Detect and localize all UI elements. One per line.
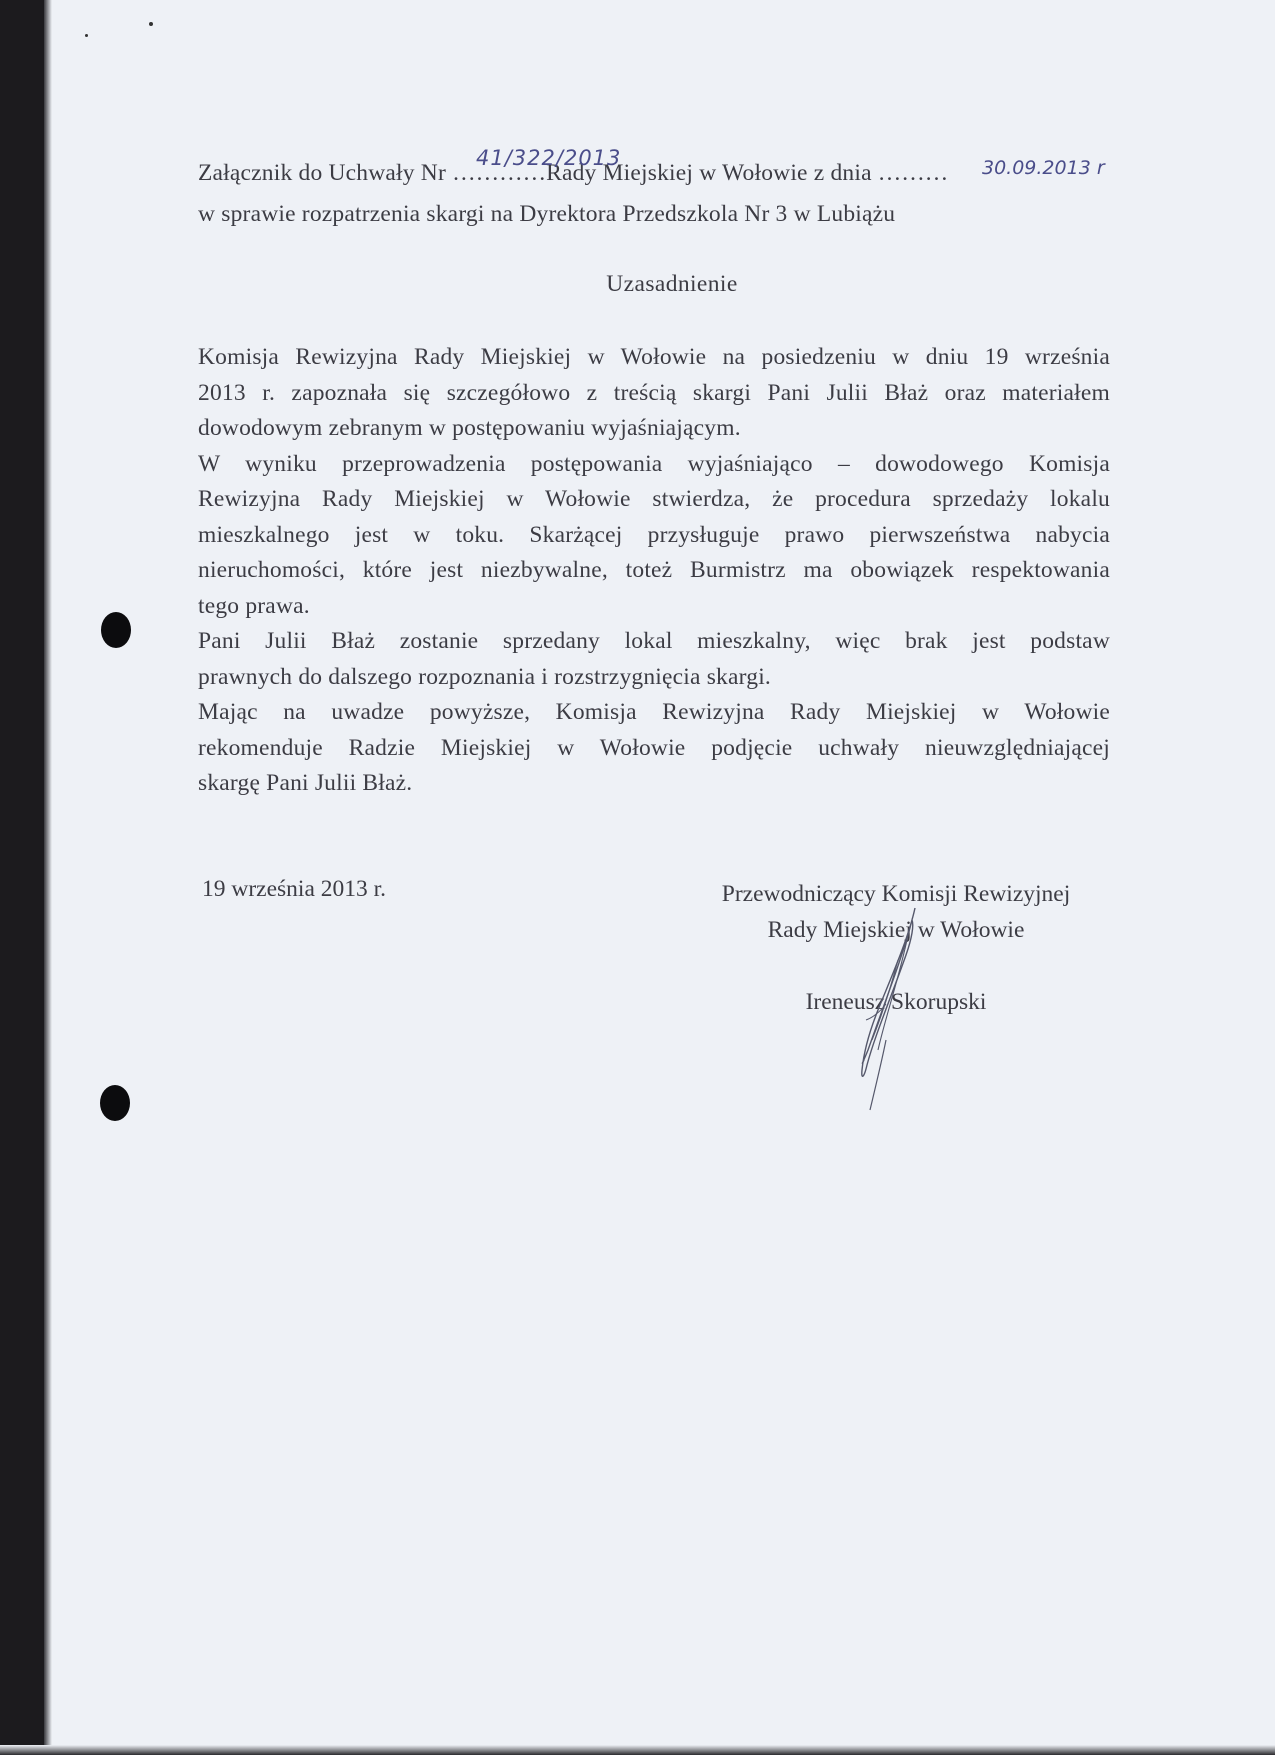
scan-speck	[149, 22, 153, 26]
handwritten-resolution-number: 41/322/2013	[476, 146, 622, 170]
body-line: skargę Pani Julii Błaż.	[198, 770, 413, 796]
document-title: Uzasadnienie	[606, 271, 738, 297]
body-line: Mając na uwadze powyższe, Komisja Rewizyjna Rady Miejskiej w Wołowie	[198, 699, 1110, 725]
scan-speck	[85, 34, 88, 37]
body-line: rekomenduje Radzie Miejskiej w Wołowie podjęcie uchwały nieuwzględniającej	[198, 734, 1110, 761]
handwritten-resolution-date: 30.09.2013 r	[982, 157, 1105, 179]
signer-name: Ireneusz Skorupski	[805, 989, 987, 1015]
body-line: dowodowym zebranym w postępowaniu wyjaśniającym.	[198, 415, 741, 441]
justification-body	[198, 340, 1110, 802]
scan-bottom-edge	[0, 1745, 1275, 1755]
body-line: Komisja Rewizyjna Rady Miejskiej w Wołowie na posiedzeniu w dniu 19 września	[198, 344, 1110, 370]
body-line: mieszkalnego jest w toku. Skarżącej przysługuje prawo pierwszeństwa nabycia	[198, 521, 1110, 548]
attachment-prefix: Załącznik do Uchwały Nr	[198, 160, 453, 186]
punch-hole-top	[101, 612, 131, 648]
body-line: nieruchomości, które jest niezbywalne, toteż Burmistrz ma obowiązek respektowania	[198, 557, 1110, 583]
handwritten-signature-image	[820, 900, 930, 1115]
signer-title-line-2: Rady Miejskiej w Wołowie	[767, 917, 1025, 943]
resolution-date-dots: ………	[877, 160, 949, 186]
attachment-middle: Rady Miejskiej w Wołowie z dnia	[546, 160, 878, 186]
body-line: prawnych do dalszego rozpoznania i rozstrzygnięcia skargi.	[198, 663, 771, 690]
scan-edge-shadow	[44, 0, 52, 1755]
signer-title-line-1: Przewodniczący Komisji Rewizyjnej	[721, 881, 1071, 907]
body-line: 2013 r. zapoznała się szczegółowo z treścią skargi Pani Julii Błaż oraz materiałem	[198, 379, 1110, 406]
body-line: Rewizyjna Rady Miejskiej w Wołowie stwierdza, że procedura sprzedaży lokalu	[198, 486, 1110, 512]
body-line: tego prawa.	[198, 592, 310, 619]
body-line: W wyniku przeprowadzenia postępowania wyjaśniająco – dowodowego Komisja	[198, 450, 1110, 477]
subject-line: w sprawie rozpatrzenia skargi na Dyrektora Przedszkola Nr 3 w Lubiążu	[198, 201, 896, 227]
punch-hole-bottom	[100, 1085, 130, 1121]
resolution-number-dots: …………	[452, 160, 547, 186]
scan-left-edge	[0, 0, 50, 1755]
document-date: 19 września 2013 r.	[202, 876, 387, 902]
body-line: Pani Julii Błaż zostanie sprzedany lokal mieszkalny, więc brak jest podstaw	[198, 628, 1110, 654]
